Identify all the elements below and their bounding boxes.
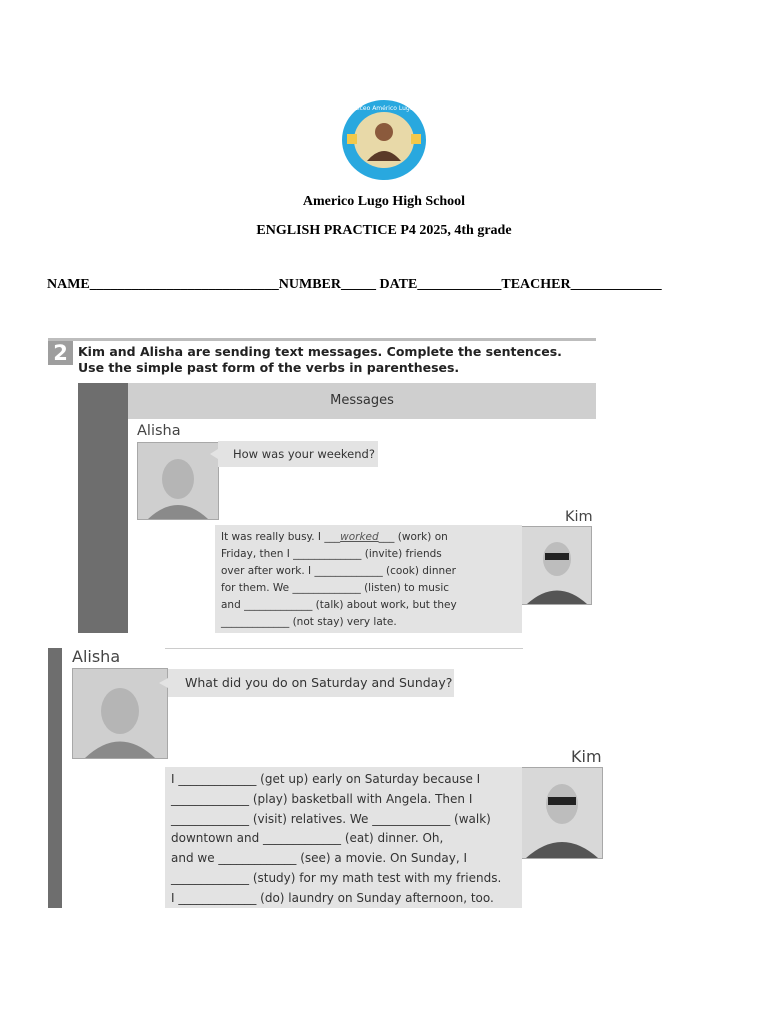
alisha-question-2: What did you do on Saturday and Sunday? [168, 669, 454, 697]
reply1-line: for them. We _____________ (listen) to music [221, 582, 450, 594]
reply2-line: and we _____________ (see) a movie. On Sunday, I [171, 851, 467, 866]
phone-sidebar-2 [48, 648, 62, 908]
logo-text: Liceo Américo Lugo [354, 105, 414, 112]
reply2-line: I _____________ (get up) early on Saturday because I [171, 772, 481, 786]
reply2-line: downtown and _____________ (eat) dinner. Oh, [171, 831, 444, 846]
kim-photo-1 [512, 526, 592, 605]
reply1-line: and _____________ (talk) about work, but they [221, 599, 457, 611]
instruction-line-2: Use the simple past form of the verbs in parentheses. [78, 360, 460, 375]
reply1-line: _____________ (not stay) very late. [221, 616, 397, 628]
kim-name-1: Kim [565, 509, 593, 525]
reply2-line: _____________ (study) for my math test with my friends. [171, 870, 502, 885]
alisha-question-1: How was your weekend? [218, 441, 378, 467]
exercise-top-rule [48, 338, 596, 341]
exercise-number: 2 [48, 341, 73, 365]
reply1-line: Friday, then I _____________ (invite) friends [221, 548, 442, 560]
school-logo [341, 99, 427, 181]
chat2-top-rule [165, 648, 523, 649]
reply2-line: _____________ (play) basketball with Angela. Then I [171, 791, 473, 806]
school-name: Americo Lugo High School [302, 194, 466, 209]
reply1-line: over after work. I _____________ (cook) dinner [221, 565, 456, 577]
student-info-fields: NAME___________________________NUMBER_____ DATE____________TEACHER_____________ [47, 277, 662, 292]
kim-reply-2 [165, 767, 522, 908]
example-answer: worked [340, 531, 379, 543]
alisha-name-1: Alisha [137, 423, 181, 439]
alisha-photo-1 [137, 442, 219, 520]
alisha-name-2: Alisha [72, 647, 121, 666]
kim-reply-1 [215, 525, 522, 633]
exercise-instructions [78, 344, 562, 376]
reply1-line [221, 529, 516, 546]
reply2-line: _____________ (visit) relatives. We _____________ (walk) [171, 811, 491, 826]
reply2-line: I _____________ (do) laundry on Sunday afternoon, too. [171, 890, 494, 905]
line-prefix: It was really busy. I ___ [221, 531, 341, 543]
course-title: ENGLISH PRACTICE P4 2025, 4th grade [256, 223, 512, 238]
messages-header: Messages [128, 383, 596, 419]
phone-sidebar [78, 383, 128, 633]
alisha-photo-2 [72, 668, 168, 759]
kim-photo-2 [509, 767, 603, 859]
kim-name-2: Kim [571, 747, 602, 766]
instruction-line-1: Kim and Alisha are sending text messages. Complete the sentences. [78, 344, 562, 359]
line-suffix: ___ (work) on [378, 531, 448, 543]
